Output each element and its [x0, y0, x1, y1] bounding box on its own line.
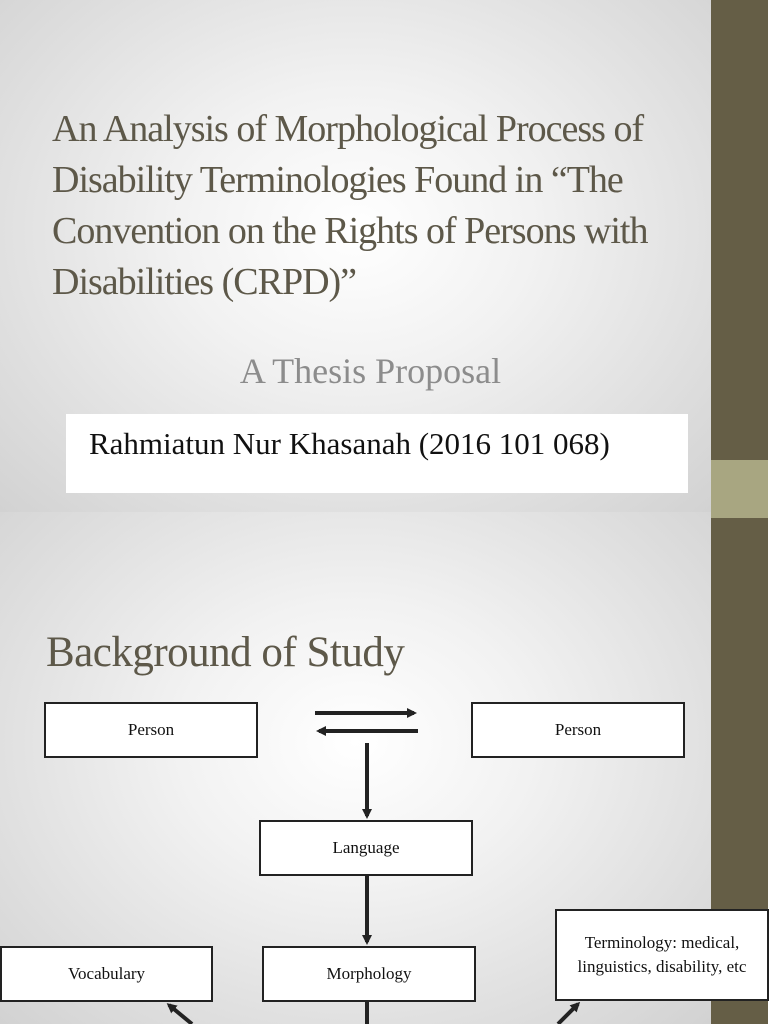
person-right-label: Person — [554, 720, 602, 739]
title-slide — [0, 0, 711, 512]
author-name: Rahmiatun Nur Khasanah (2016 101 068) — [89, 426, 610, 461]
thesis-title: An Analysis of Morphological Process of Disability Terminologies Found in “The Convention on the Rights of Persons with Disabilities (CRPD)” — [52, 108, 648, 303]
background-title: Background of Study — [46, 629, 405, 676]
person-right-box — [471, 702, 685, 758]
arrow-to-vocabulary — [169, 1005, 192, 1024]
background-slide — [0, 512, 747, 1024]
person-left-label: Person — [127, 720, 175, 739]
vocabulary-box — [0, 946, 213, 1002]
sidebar-bar-top — [711, 0, 768, 460]
terminology-label: Terminology: medical, linguistics, disability, etc — [577, 933, 747, 976]
author-box — [66, 414, 688, 493]
thesis-subtitle: A Thesis Proposal — [239, 351, 502, 391]
language-box — [259, 820, 473, 876]
morphology-box — [262, 946, 476, 1002]
morphology-label: Morphology — [326, 964, 412, 983]
arrow-to-terminology — [558, 1004, 578, 1024]
sidebar-accent — [711, 460, 768, 518]
person-left-box — [44, 702, 258, 758]
vocabulary-label: Vocabulary — [67, 964, 146, 983]
terminology-box — [555, 909, 769, 1001]
language-label: Language — [332, 838, 400, 857]
